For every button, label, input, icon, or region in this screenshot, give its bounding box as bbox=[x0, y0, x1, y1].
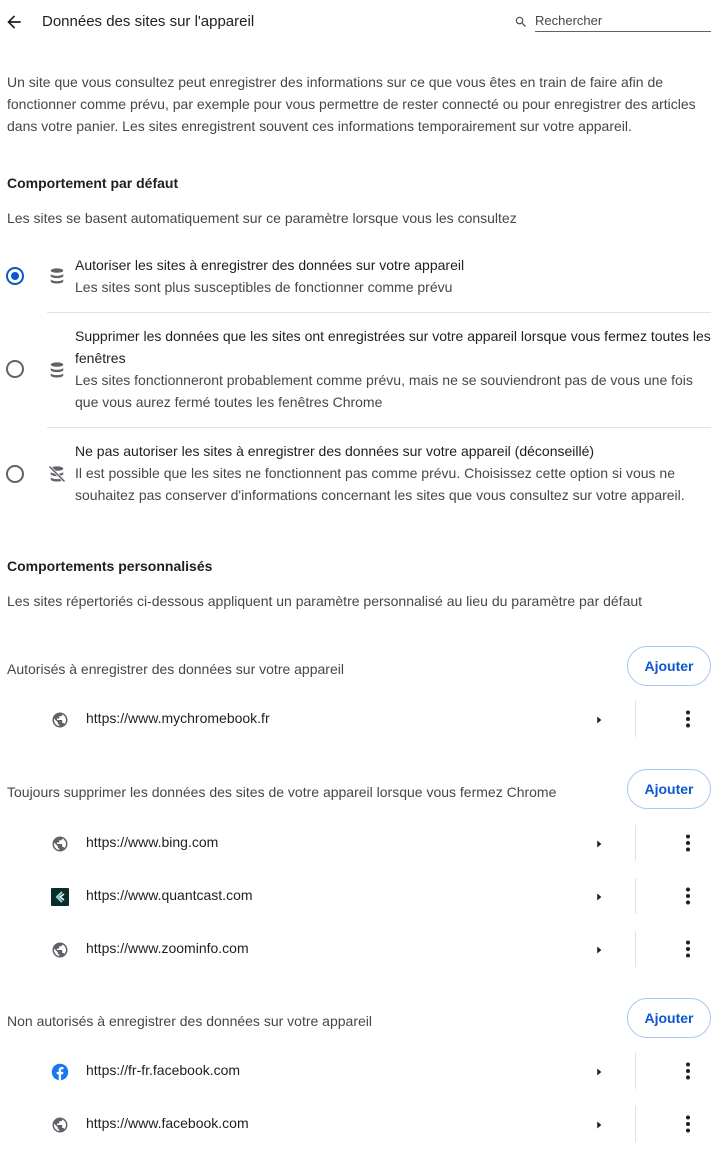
site-row[interactable] bbox=[0, 923, 725, 976]
page-title: Données des sites sur l'appareil bbox=[42, 13, 255, 30]
custom-behaviors-title: Comportements personnalisés bbox=[7, 558, 213, 574]
default-behavior-subtitle: Les sites se basent automatiquement sur ce paramètre lorsque vous les consultez bbox=[7, 210, 517, 226]
option-block[interactable] bbox=[75, 440, 715, 506]
group-label-blocked: Non autorisés à enregistrer des données sur votre appareil bbox=[7, 1013, 372, 1029]
site-url: https://www.quantcast.com bbox=[86, 887, 253, 903]
divider bbox=[47, 427, 711, 428]
database-icon bbox=[47, 266, 67, 286]
more-vert-icon[interactable] bbox=[676, 937, 700, 961]
divider bbox=[635, 825, 636, 861]
site-url: https://fr-fr.facebook.com bbox=[86, 1062, 241, 1078]
divider bbox=[635, 1106, 636, 1142]
option-clear-on-exit-description: Les sites fonctionneront probablement comme prévu, mais ne se souviendront pas de vous une fois que vous aurez fermé toutes les fenêtres Chrome bbox=[75, 372, 693, 410]
custom-behaviors-subtitle: Les sites répertoriés ci-dessous appliquent un paramètre personnalisé au lieu du paramètre par défaut bbox=[7, 593, 643, 609]
group-label-allowed: Autorisés à enregistrer des données sur votre appareil bbox=[7, 661, 344, 677]
option-block-title: Ne pas autoriser les sites à enregistrer des données sur votre appareil (déconseillé) bbox=[75, 443, 595, 459]
more-vert-icon[interactable] bbox=[676, 1059, 700, 1083]
add-allowed-site-button[interactable]: Ajouter bbox=[627, 646, 711, 686]
arrow-right-icon[interactable] bbox=[592, 943, 606, 957]
site-row[interactable] bbox=[0, 693, 725, 746]
arrow-right-icon[interactable] bbox=[592, 1118, 606, 1132]
site-row[interactable] bbox=[0, 817, 725, 870]
option-clear-on-exit-title: Supprimer les données que les sites ont enregistrées sur votre appareil lorsque vous fermez toutes les fenêtres bbox=[75, 328, 711, 366]
intro-description: Un site que vous consultez peut enregistrer des informations sur ce que vous êtes en train de faire afin de fonctionner comme prévu, par exemple pour vous permettre de rester connecté ou pour enregistrer des articles dans votre panier. Les sites enregistrent souvent ces informations temporairement sur votre appareil. bbox=[7, 74, 696, 134]
divider bbox=[635, 878, 636, 914]
database-off-icon bbox=[47, 464, 67, 484]
search-icon bbox=[514, 15, 528, 29]
divider bbox=[635, 1053, 636, 1089]
search-input[interactable] bbox=[535, 10, 711, 32]
divider bbox=[635, 931, 636, 967]
option-block-description: Il est possible que les sites ne fonctionnent pas comme prévu. Choisissez cette option si vous ne souhaitez pas conserver d'informations concernant les sites que vous consultez sur votre appareil. bbox=[75, 465, 685, 503]
divider bbox=[635, 701, 636, 737]
database-icon bbox=[47, 360, 67, 380]
globe-icon bbox=[51, 941, 69, 959]
option-clear-on-exit[interactable] bbox=[75, 325, 715, 413]
site-row[interactable] bbox=[0, 1098, 725, 1151]
arrow-right-icon[interactable] bbox=[592, 713, 606, 727]
arrow-right-icon[interactable] bbox=[592, 890, 606, 904]
add-clear-on-exit-site-button[interactable]: Ajouter bbox=[627, 769, 711, 809]
default-behavior-title: Comportement par défaut bbox=[7, 175, 179, 191]
more-vert-icon[interactable] bbox=[676, 707, 700, 731]
option-allow-title: Autoriser les sites à enregistrer des données sur votre appareil bbox=[75, 257, 465, 273]
site-row[interactable] bbox=[0, 870, 725, 923]
arrow-right-icon[interactable] bbox=[592, 1065, 606, 1079]
group-label-clear-on-exit: Toujours supprimer les données des sites de votre appareil lorsque vous fermez Chrome bbox=[7, 784, 557, 800]
radio-allow[interactable] bbox=[6, 267, 24, 285]
quantcast-icon bbox=[51, 888, 69, 906]
more-vert-icon[interactable] bbox=[676, 1112, 700, 1136]
globe-icon bbox=[51, 1116, 69, 1134]
option-allow[interactable] bbox=[75, 254, 711, 298]
site-url: https://www.zoominfo.com bbox=[86, 940, 249, 956]
back-arrow-icon[interactable] bbox=[4, 12, 24, 32]
globe-icon bbox=[51, 835, 69, 853]
divider bbox=[47, 312, 711, 313]
radio-clear-on-exit[interactable] bbox=[6, 360, 24, 378]
more-vert-icon[interactable] bbox=[676, 884, 700, 908]
facebook-icon bbox=[51, 1063, 69, 1081]
arrow-right-icon[interactable] bbox=[592, 837, 606, 851]
site-url: https://www.bing.com bbox=[86, 834, 219, 850]
site-url: https://www.facebook.com bbox=[86, 1115, 249, 1131]
more-vert-icon[interactable] bbox=[676, 831, 700, 855]
search-box bbox=[514, 10, 711, 32]
site-url: https://www.mychromebook.fr bbox=[86, 710, 270, 726]
add-blocked-site-button[interactable]: Ajouter bbox=[627, 998, 711, 1038]
globe-icon bbox=[51, 711, 69, 729]
site-row[interactable] bbox=[0, 1045, 725, 1098]
option-allow-description: Les sites sont plus susceptibles de fonctionner comme prévu bbox=[75, 279, 453, 295]
radio-block[interactable] bbox=[6, 465, 24, 483]
